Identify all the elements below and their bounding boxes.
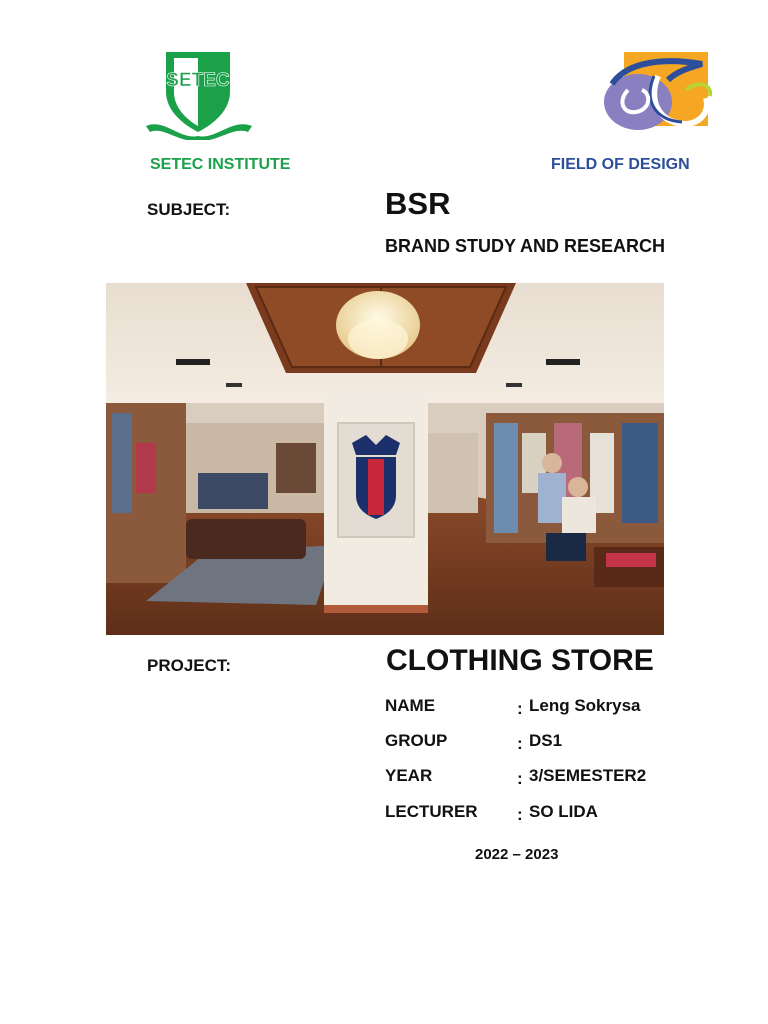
name-value: Leng Sokrysa [529,696,641,715]
year-value: 3/SEMESTER2 [529,766,647,785]
store-interior-photo [106,283,664,635]
lecturer-value: SO LIDA [529,802,598,821]
field-of-design-label: FIELD OF DESIGN [551,156,690,173]
academic-year: 2022 – 2023 [475,846,559,863]
setec-logo-text: SETEC [166,70,230,91]
project-title: CLOTHING STORE [386,644,654,677]
name-colon: : [517,699,523,718]
setec-logo [144,48,254,140]
year-colon: : [517,769,523,788]
lecturer-label: LECTURER [385,802,478,821]
group-value: DS1 [529,731,563,750]
subject-full-name: BRAND STUDY AND RESEARCH [385,236,666,256]
project-label: PROJECT: [147,656,232,675]
year-label: YEAR [385,766,433,785]
name-label: NAME [385,696,436,715]
lecturer-colon: : [517,805,523,824]
group-colon: : [517,734,523,753]
field-of-design-logo [598,50,714,136]
setec-institute-label: SETEC INSTITUTE [150,156,291,173]
subject-code: BSR [385,186,451,221]
subject-label: SUBJECT: [147,200,231,219]
group-label: GROUP [385,731,448,750]
